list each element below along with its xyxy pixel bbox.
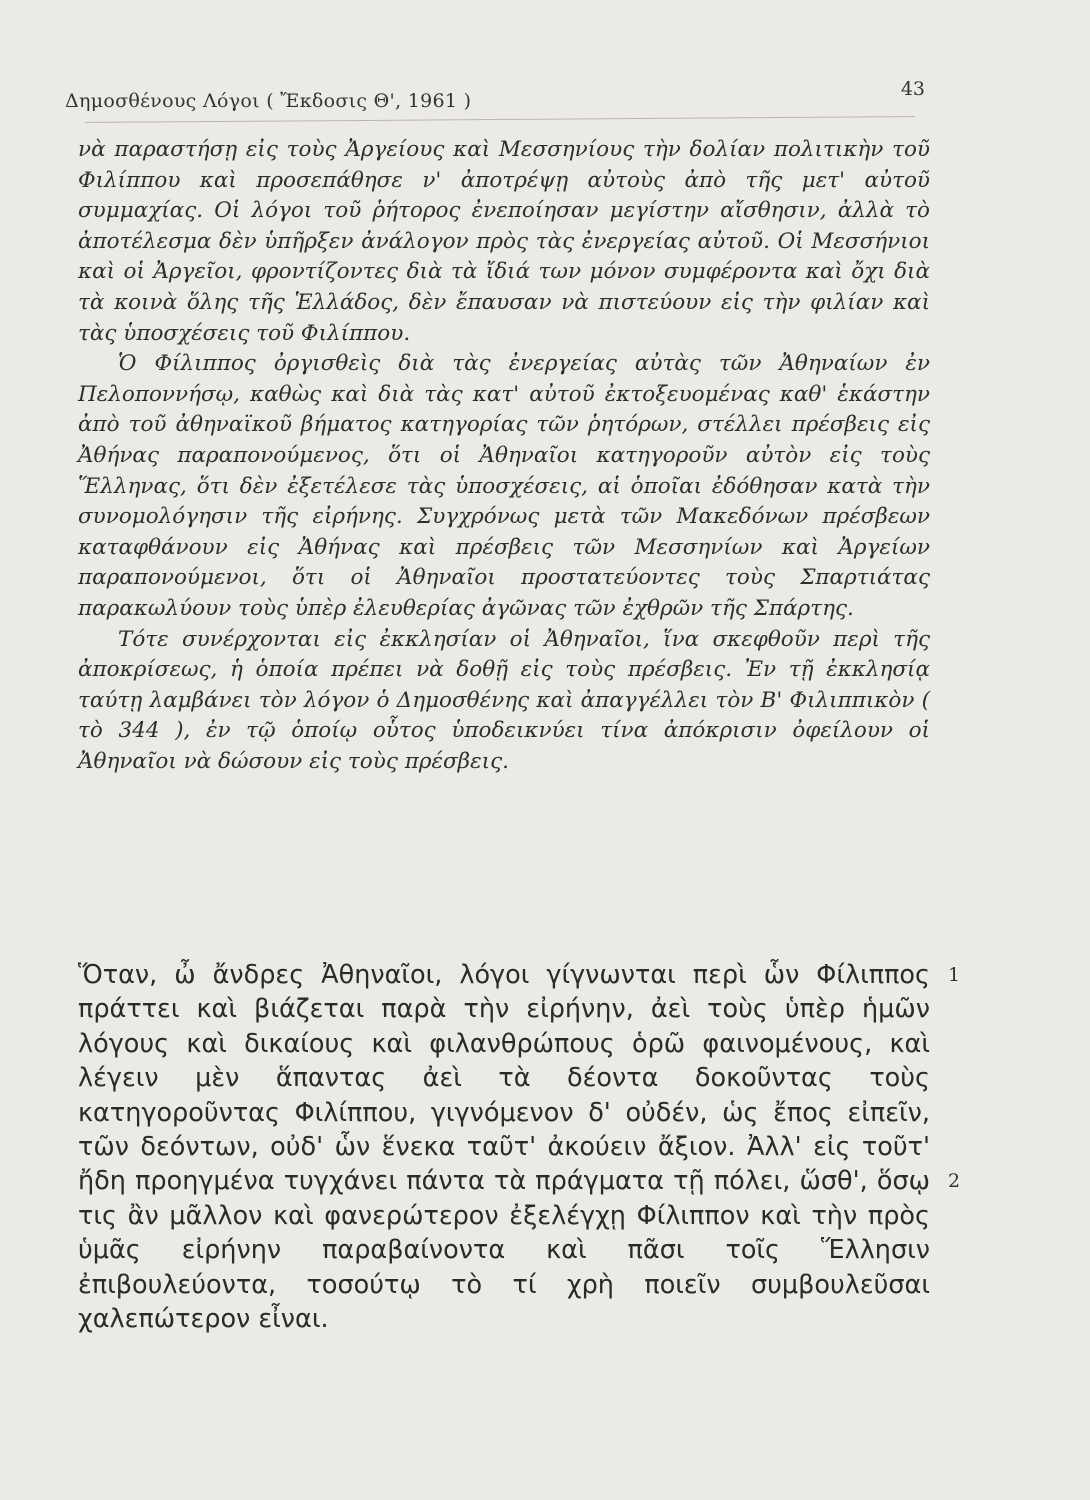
page-number: 43 [900, 78, 925, 100]
commentary-paragraph: Ὁ Φίλιππος ὀργισθεὶς διὰ τὰς ἐνεργείας αὐτὰς τῶν Ἀθηναίων ἐν Πελοποννήσῳ, καθὼς καὶ διὰ τὰς κατ' αὐτοῦ ἐκτοξευομένας καθ' ἑκάστην ἀπὸ τοῦ ἀθηναϊκοῦ βήματος κατηγορίας τῶν ῥητόρων, στέλλει πρέσβεις εἰς Ἀθήνας παραπονούμενος, ὅτι οἱ Ἀθηναῖοι κατηγοροῦν αὐτὸν εἰς τοὺς Ἕλληνας, ὅτι δὲν ἐξετέλεσε τὰς ὑποσχέσεις, αἱ ὁποῖαι ἐδόθησαν κατὰ τὴν συνομολόγησιν τῆς εἰρήνης. Συγχρόνως μετὰ τῶν Μακεδόνων πρέσβεων καταφθάνουν εἰς Ἀθήνας καὶ πρέσβεις τῶν Μεσσηνίων καὶ Ἀργείων παραπονούμενοι, ὅτι οἱ Ἀθηναῖοι προστατεύοντες τοὺς Σπαρτιάτας παρακωλύουν τοὺς ὑπὲρ ἐλευθερίας ἀγῶνας τῶν ἐχθρῶν τῆς Σπάρτης. [78, 351, 930, 621]
section-number: 2 [948, 1170, 961, 1192]
section-number: 1 [948, 964, 961, 986]
oration-paragraph: Ὅταν, ὦ ἄνδρες Ἀθηναῖοι, λόγοι γίγνωνται περὶ ὧν Φίλιππος πράττει καὶ βιάζεται παρὰ τὴν εἰρήνην, ἀεὶ τοὺς ὑπὲρ ἡμῶν λόγους καὶ δικαίους καὶ φιλανθρώπους ὁρῶ φαινομένους, καὶ λέγειν μὲν ἅπαντας ἀεὶ τὰ δέοντα δοκοῦντας τοὺς κατηγοροῦντας Φιλίππου, γιγνόμενον δ' οὐδέν, ὡς ἔπος εἰπεῖν, τῶν δεόντων, οὐδ' ὧν ἕνεκα ταῦτ' ἀκούειν ἄξιον. Ἀλλ' εἰς τοῦτ' ἤδη προηγμένα τυγχάνει πάντα τὰ πράγματα τῇ πόλει, ὥσθ', ὅσῳ τις ἂν μᾶλλον καὶ φανερώτερον ἐξελέγχῃ Φίλιππον καὶ τὴν πρὸς ὑμᾶς εἰρήνην παραβαίνοντα καὶ πᾶσι τοῖς Ἕλλησιν ἐπιβουλεύοντα, τοσούτῳ τὸ τί χρὴ ποιεῖν συμβουλεῦσαι χαλεπώτερον εἶναι. [78, 960, 930, 1335]
page-header [65, 78, 945, 118]
header-rule [85, 116, 915, 123]
running-head: Δημοσθένους Λόγοι ( Ἔκδοσις Θ', 1961 ) [65, 90, 472, 112]
oration-text [78, 958, 930, 1336]
commentary-text [78, 135, 930, 777]
commentary-paragraph: νὰ παραστήσῃ εἰς τοὺς Ἀργείους καὶ Μεσσηνίους τὴν δολίαν πολιτικὴν τοῦ Φιλίππου καὶ προσεπάθησε ν' ἀποτρέψῃ αὐτοὺς ἀπὸ τῆς μετ' αὐτοῦ συμμαχίας. Οἱ λόγοι τοῦ ῥήτορος ἐνεποίησαν μεγίστην αἴσθησιν, ἀλλὰ τὸ ἀποτέλεσμα δὲν ὑπῆρξεν ἀνάλογον πρὸς τὰς ἐνεργείας αὐτοῦ. Οἱ Μεσσήνιοι καὶ οἱ Ἀργεῖοι, φροντίζοντες διὰ τὰ ἴδιά των μόνον συμφέροντα καὶ ὄχι διὰ τὰ κοινὰ ὅλης τῆς Ἑλλάδος, δὲν ἔπαυσαν νὰ πιστεύουν εἰς τὴν φιλίαν καὶ τὰς ὑποσχέσεις τοῦ Φιλίππου. [78, 137, 930, 346]
commentary-paragraph: Τότε συνέρχονται εἰς ἐκκλησίαν οἱ Ἀθηναῖοι, ἵνα σκεφθοῦν περὶ τῆς ἀποκρίσεως, ἡ ὁποία πρέπει νὰ δοθῇ εἰς τοὺς πρέσβεις. Ἐν τῇ ἐκκλησίᾳ ταύτῃ λαμβάνει τὸν λόγον ὁ Δημοσθένης καὶ ἀπαγγέλλει τὸν Β' Φιλιππικὸν ( τὸ 344 ), ἐν τῷ ὁποίῳ οὗτος ὑποδεικνύει τίνα ἀπόκρισιν ὀφείλουν οἱ Ἀθηναῖοι νὰ δώσουν εἰς τοὺς πρέσβεις. [78, 626, 930, 774]
